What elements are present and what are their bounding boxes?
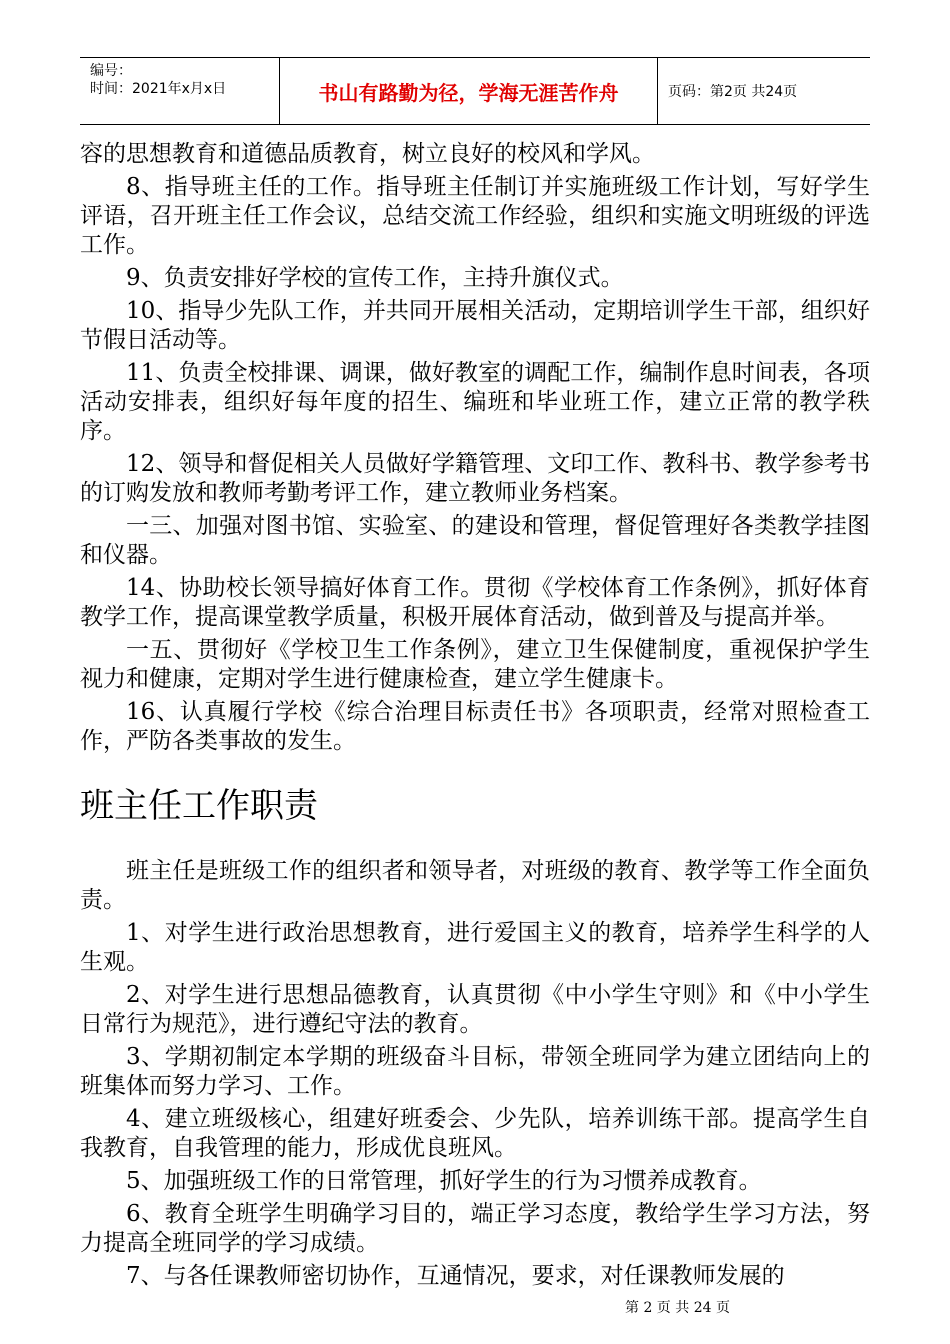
header-meta xyxy=(80,58,280,124)
time-label: 时间：2021年x月x日 xyxy=(90,81,227,97)
document-body xyxy=(80,140,870,1295)
paragraph: 11、负责全校排课、调课，做好教室的调配工作，编制作息时间表，各项活动安排表，组织好每年度的招生、编班和毕业班工作，建立正常的教学秩序。 xyxy=(80,360,870,444)
header-page-info: 页码：第2页 共24页 xyxy=(668,84,798,100)
header-motto: 书山有路勤为径，学海无涯苦作舟 xyxy=(280,58,658,124)
page-footer: 第 2 页 共 24 页 xyxy=(625,1300,730,1316)
paragraph: 容的思想教育和道德品质教育，树立良好的校风和学风。 xyxy=(80,141,655,167)
paragraph: 一三、加强对图书馆、实验室、的建设和管理，督促管理好各类教学挂图和仪器。 xyxy=(80,513,870,568)
paragraph: 10、指导少先队工作，并共同开展相关活动，定期培训学生干部，组织好节假日活动等。 xyxy=(80,298,870,353)
paragraph: 一五、贯彻好《学校卫生工作条例》，建立卫生保健制度，重视保护学生视力和健康，定期对学生进行健康检查，建立学生健康卡。 xyxy=(80,637,870,692)
section-title: 班主任工作职责 xyxy=(80,786,318,826)
paragraph: 16、认真履行学校《综合治理目标责任书》各项职责，经常对照检查工作，严防各类事故的发生。 xyxy=(80,699,870,754)
paragraph: 3、学期初制定本学期的班级奋斗目标，带领全班同学为建立团结向上的班集体而努力学习、工作。 xyxy=(80,1044,870,1099)
paragraph: 6、教育全班学生明确学习目的，端正学习态度，教给学生学习方法，努力提高全班同学的学习成绩。 xyxy=(80,1201,870,1256)
paragraph: 班主任是班级工作的组织者和领导者，对班级的教育、教学等工作全面负责。 xyxy=(80,858,870,913)
paragraph: 14、协助校长领导搞好体育工作。贯彻《学校体育工作条例》，抓好体育教学工作，提高课堂教学质量，积极开展体育活动，做到普及与提高并举。 xyxy=(80,575,870,630)
paragraph: 9、负责安排好学校的宣传工作，主持升旗仪式。 xyxy=(126,265,624,291)
paragraph: 2、对学生进行思想品德教育，认真贯彻《中小学生守则》和《中小学生日常行为规范》，进行遵纪守法的教育。 xyxy=(80,982,870,1037)
page-header xyxy=(80,57,870,125)
paragraph: 4、建立班级核心，组建好班委会、少先队，培养训练干部。提高学生自我教育，自我管理的能力，形成优良班风。 xyxy=(80,1106,870,1161)
paragraph: 1、对学生进行政治思想教育，进行爱国主义的教育，培养学生科学的人生观。 xyxy=(80,920,870,975)
paragraph: 8、指导班主任的工作。指导班主任制订并实施班级工作计划，写好学生评语，召开班主任工作会议，总结交流工作经验，组织和实施文明班级的评选工作。 xyxy=(80,174,870,258)
paragraph: 7、与各任课教师密切协作，互通情况，要求，对任课教师发展的 xyxy=(126,1263,785,1289)
paragraph: 5、加强班级工作的日常管理，抓好学生的行为习惯养成教育。 xyxy=(126,1168,762,1194)
number-label: 编号： xyxy=(90,63,132,79)
paragraph: 12、领导和督促相关人员做好学籍管理、文印工作、教科书、教学参考书的订购发放和教师考勤考评工作，建立教师业务档案。 xyxy=(80,451,870,506)
